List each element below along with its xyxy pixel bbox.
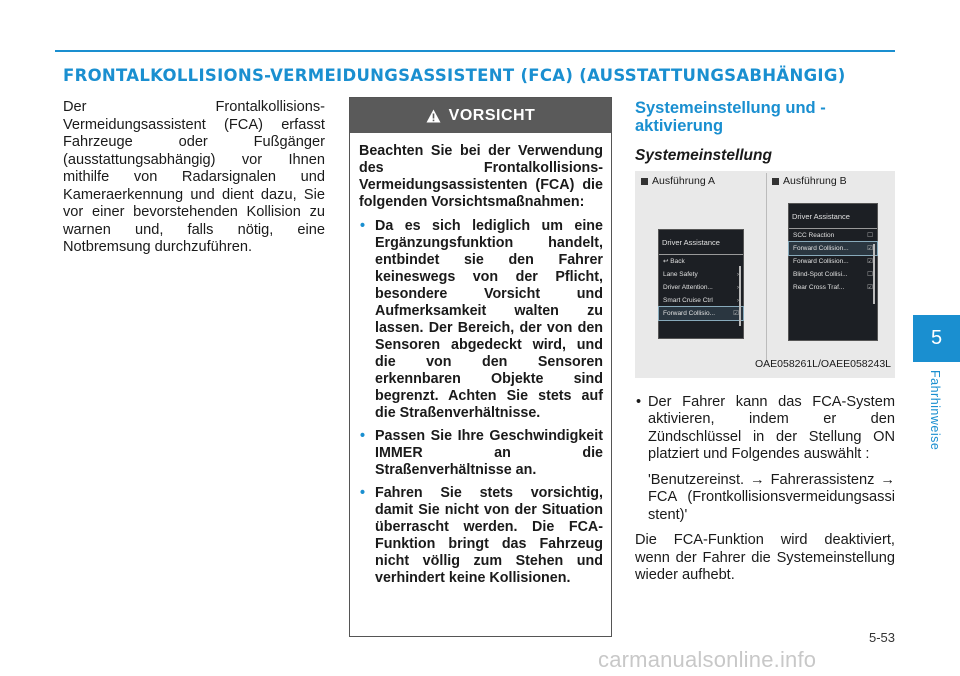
chevron-right-icon: › <box>736 271 739 278</box>
chapter-label: Fahrhinweise <box>928 370 942 451</box>
screen-item: Forward Collision... ☑ <box>789 255 877 268</box>
screen-item: Driver Attention... › <box>659 281 743 294</box>
checkbox-checked-icon: ☑ <box>867 258 873 265</box>
intro-paragraph: Der Frontalkollisions-Vermeidungsassistent (FCA) erfasst Fahrzeuge oder Fußgänger (ausstattungsabhängig) vor Ihnen mithilfe von Radarsignalen und Kameraerkennung und dient dazu, Sie vor einer bevorstehenden Kollision zu warnen und, falls nötig, eine Notbremsung durchzuführen. <box>63 99 325 255</box>
figure-divider <box>766 173 767 361</box>
bullet-icon: • <box>360 428 366 444</box>
figure-caption: OAE058261L/OAEE058243L <box>754 358 891 370</box>
screen-scrollbar <box>873 244 875 304</box>
chevron-right-icon: › <box>736 284 739 291</box>
checkbox-checked-icon: ☑ <box>867 245 873 252</box>
figure-label-b: Ausführung B <box>772 173 847 191</box>
cluster-screen-a <box>658 229 744 339</box>
chapter-tab: 5 <box>913 315 960 362</box>
figure-label-a: Ausführung A <box>641 173 715 191</box>
checkbox-icon: ☐ <box>867 271 873 278</box>
subsection-title: Systemeinstellung <box>635 147 772 164</box>
screen-item-selected: Forward Collision... ☑ <box>789 242 877 255</box>
screen-title: Driver Assistance <box>789 204 877 230</box>
caution-box <box>349 97 612 637</box>
caution-item: • Passen Sie Ihre Geschwindigkeit IMMER an die Straßenverhältnisse an. <box>360 428 603 478</box>
settings-figure <box>635 171 895 378</box>
square-icon <box>641 178 648 185</box>
screen-item-back: ↩ Back <box>663 258 685 265</box>
page-heading: FRONTALKOLLISIONS-VERMEIDUNGSASSISTENT (FCA) (AUSSTATTUNGSABHÄNGIG) <box>63 66 846 85</box>
screen-item: Blind-Spot Collisi... ☐ <box>789 268 877 281</box>
watermark: carmanualsonline.info <box>598 647 817 672</box>
screen-item: Lane Safety › <box>659 268 743 281</box>
checkbox-checked-icon: ☑ <box>867 284 873 291</box>
checkbox-checked-icon: ☑ <box>733 310 739 317</box>
top-rule <box>55 50 895 52</box>
screen-item: Smart Cruise Ctrl › <box>659 294 743 307</box>
screen-item: Rear Cross Traf... ☑ <box>789 281 877 294</box>
square-icon <box>772 178 779 185</box>
bullet-icon: • <box>360 218 366 234</box>
settings-column <box>635 99 895 585</box>
menu-path: 'Benutzereinst. → Fahrerassistenz → FCA (Frontkollisionsvermeidungsassistent)' <box>648 471 895 523</box>
checkbox-icon: ☐ <box>867 232 873 239</box>
screen-item-selected: Forward Collisio... ☑ <box>659 307 743 320</box>
bullet-icon: • <box>636 393 642 410</box>
screen-title: Driver Assistance <box>659 230 743 256</box>
caution-header <box>350 98 611 133</box>
caution-intro: Beachten Sie bei der Verwendung des Frontalkollisions-Vermeidungsassistenten (FCA) die folgenden Vorsichtsmaßnahmen: <box>359 143 603 210</box>
deactivation-paragraph: Die FCA-Funktion wird deaktiviert, wenn der Fahrer die Systemeinstellung wieder aufhebt. <box>635 532 895 583</box>
screen-item: SCC Reaction ☐ <box>789 229 877 242</box>
page-number: 5-53 <box>868 630 895 645</box>
warning-triangle-icon <box>426 109 441 123</box>
section-title: Systemeinstellung und -aktivierung <box>635 99 826 135</box>
cluster-screen-b <box>788 203 878 341</box>
caution-title: VORSICHT <box>448 106 536 124</box>
caution-item: • Da es sich lediglich um eine Ergänzungsfunktion handelt, entbindet sie den Fahrer keineswegs von der Pflicht, besondere Vorsicht und Aufmerksamkeit walten zu lassen. Der Bereich, der von den Sensoren abgedeckt wird, und die von den Sensoren erkennbaren Objekte sind begrenzt. Achten Sie stets auf die Straßenverhältnisse. <box>360 218 603 421</box>
activation-bullet: • Der Fahrer kann das FCA-System aktivieren, indem er den Zündschlüssel in der Stellung ON platziert und Folgendes auswählt : <box>636 393 895 462</box>
screen-scrollbar <box>736 266 741 326</box>
bullet-icon: • <box>360 485 366 501</box>
chevron-right-icon: › <box>736 297 739 304</box>
caution-item: • Fahren Sie stets vorsichtig, damit Sie nicht von der Situation überrascht werden. Die FCA-Funktion bringt das Fahrzeug nicht völlig zum Stehen und verhindert keine Kollisionen. <box>360 485 603 586</box>
